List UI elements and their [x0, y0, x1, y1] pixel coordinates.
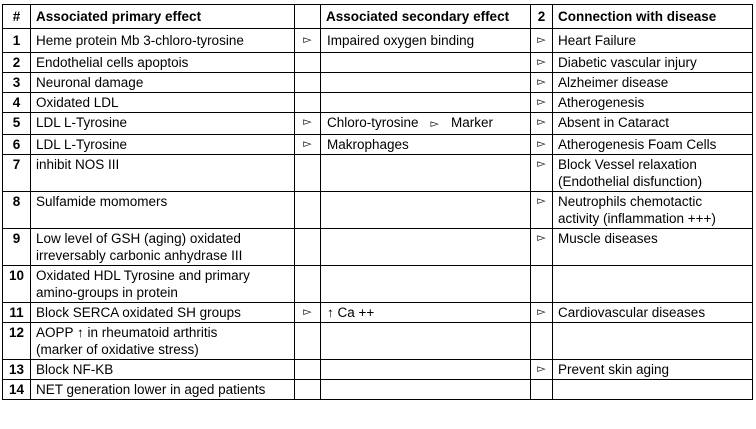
arrow-icon: ▻ — [537, 138, 546, 150]
arrow-secondary-to-disease — [531, 303, 553, 323]
table-row — [3, 192, 753, 229]
row-number — [3, 29, 31, 53]
row-number — [3, 155, 31, 192]
disease-connection-cell — [553, 53, 753, 73]
arrow-icon: ▻ — [537, 158, 546, 170]
disease-connection-text: Muscle diseases — [558, 231, 658, 246]
arrow-icon: ▻ — [430, 118, 440, 130]
secondary-effect-text: Chloro-tyrosine — [327, 115, 419, 130]
secondary-effect-cell — [321, 93, 531, 113]
row-number-text: 3 — [12, 75, 21, 90]
arrow-secondary-to-disease — [531, 155, 553, 192]
disease-connection-cell — [553, 93, 753, 113]
header-arrow-col-1 — [295, 5, 321, 29]
primary-effect-text: irreversably carbonic anhydrase III — [36, 248, 243, 263]
row-number-text: 7 — [12, 157, 21, 172]
secondary-effect-cell — [321, 113, 531, 135]
row-number — [3, 323, 31, 360]
row-number-text: 12 — [8, 325, 25, 340]
arrow-icon: ▻ — [537, 76, 546, 88]
header-secondary: Associated secondary effect — [321, 5, 531, 29]
primary-effect-text: amino-groups in protein — [36, 285, 178, 300]
primary-effect-text: LDL L-Tyrosine — [36, 115, 128, 130]
secondary-effect-cell — [321, 29, 531, 53]
primary-effect-text: Block NF-KB — [36, 362, 114, 377]
secondary-effect-cell — [321, 266, 531, 303]
arrow-icon: ▻ — [537, 34, 546, 46]
arrow-primary-to-secondary — [295, 266, 321, 303]
effects-table — [2, 4, 753, 400]
secondary-effect-text: Impaired oxygen binding — [327, 33, 475, 48]
header-row — [3, 5, 753, 29]
disease-connection-cell — [553, 135, 753, 155]
arrow-secondary-to-disease — [531, 135, 553, 155]
row-number — [3, 192, 31, 229]
arrow-secondary-to-disease — [531, 266, 553, 303]
arrow-secondary-to-disease — [531, 192, 553, 229]
primary-effect-text: Sulfamide momomers — [36, 194, 168, 209]
primary-effect-text: NET generation lower in aged patients — [36, 382, 266, 397]
row-number — [3, 73, 31, 93]
arrow-primary-to-secondary — [295, 380, 321, 400]
disease-connection-cell — [553, 155, 753, 192]
primary-effect-cell — [31, 266, 295, 303]
primary-effect-cell — [31, 93, 295, 113]
arrow-icon: ▻ — [537, 306, 546, 318]
secondary-effect-cell — [321, 192, 531, 229]
disease-connection-cell — [553, 266, 753, 303]
arrow-secondary-to-disease — [531, 53, 553, 73]
row-number — [3, 380, 31, 400]
primary-effect-text: Endothelial cells apoptois — [36, 55, 189, 70]
table-row — [3, 73, 753, 93]
arrow-secondary-to-disease — [531, 73, 553, 93]
primary-effect-text: Neuronal damage — [36, 75, 144, 90]
row-number — [3, 229, 31, 266]
primary-effect-text: Oxidated HDL Tyrosine and primary — [36, 268, 250, 283]
disease-connection-text: (Endothelial disfunction) — [558, 174, 703, 189]
row-number-text: 10 — [8, 268, 25, 283]
arrow-primary-to-secondary — [295, 73, 321, 93]
arrow-icon: ▻ — [537, 195, 546, 207]
row-number-text: 13 — [8, 362, 25, 377]
secondary-effect-cell — [321, 380, 531, 400]
secondary-effect-cell — [321, 53, 531, 73]
primary-effect-text: AOPP ↑ in rheumatoid arthritis — [36, 325, 218, 340]
table-row — [3, 360, 753, 380]
primary-effect-cell — [31, 29, 295, 53]
disease-connection-text: Alzheimer disease — [558, 75, 669, 90]
primary-effect-text: LDL L-Tyrosine — [36, 137, 128, 152]
row-number — [3, 113, 31, 135]
primary-effect-cell — [31, 380, 295, 400]
secondary-effect-text: ↑ Ca ++ — [327, 305, 375, 320]
secondary-effect-cell — [321, 73, 531, 93]
table-row — [3, 135, 753, 155]
row-number — [3, 93, 31, 113]
primary-effect-cell — [31, 303, 295, 323]
header-num: # — [3, 5, 31, 29]
disease-connection-cell — [553, 360, 753, 380]
table-row — [3, 229, 753, 266]
disease-connection-cell — [553, 323, 753, 360]
table-row — [3, 380, 753, 400]
header-primary: Associated primary effect — [31, 5, 295, 29]
primary-effect-text: (marker of oxidative stress) — [36, 342, 199, 357]
row-number — [3, 360, 31, 380]
disease-connection-cell — [553, 29, 753, 53]
arrow-primary-to-secondary — [295, 192, 321, 229]
table-row — [3, 93, 753, 113]
table-row — [3, 53, 753, 73]
arrow-secondary-to-disease — [531, 29, 553, 53]
row-number — [3, 303, 31, 323]
disease-connection-text: Neutrophils chemotactic — [558, 194, 703, 209]
arrow-icon: ▻ — [537, 116, 546, 128]
primary-effect-cell — [31, 53, 295, 73]
arrow-primary-to-secondary — [295, 229, 321, 266]
arrow-icon: ▻ — [537, 232, 546, 244]
disease-connection-text: activity (inflammation +++) — [558, 211, 716, 226]
arrow-secondary-to-disease — [531, 229, 553, 266]
table-row — [3, 155, 753, 192]
primary-effect-cell — [31, 360, 295, 380]
primary-effect-cell — [31, 113, 295, 135]
disease-connection-text: Block Vessel relaxation — [558, 157, 697, 172]
row-number — [3, 53, 31, 73]
arrow-icon: ▻ — [303, 34, 312, 46]
header-arrow-col-2: 2 — [531, 5, 553, 29]
row-number-text: 4 — [12, 95, 21, 110]
table-row — [3, 266, 753, 303]
arrow-secondary-to-disease — [531, 93, 553, 113]
arrow-icon: ▻ — [303, 306, 312, 318]
row-number-text: 6 — [12, 137, 21, 152]
disease-connection-text: Absent in Cataract — [558, 115, 670, 130]
arrow-icon: ▻ — [537, 96, 546, 108]
disease-connection-text: Cardiovascular diseases — [558, 305, 706, 320]
disease-connection-cell — [553, 229, 753, 266]
arrow-secondary-to-disease — [531, 360, 553, 380]
primary-effect-cell — [31, 155, 295, 192]
arrow-secondary-to-disease — [531, 113, 553, 135]
primary-effect-text: Block SERCA oxidated SH groups — [36, 305, 241, 320]
arrow-icon: ▻ — [303, 138, 312, 150]
primary-effect-cell — [31, 135, 295, 155]
secondary-effect-cell — [321, 229, 531, 266]
row-number-text: 14 — [8, 382, 25, 397]
primary-effect-text: inhibit NOS III — [36, 157, 120, 172]
disease-connection-cell — [553, 113, 753, 135]
primary-effect-text: Heme protein Mb 3-chloro-tyrosine — [36, 33, 244, 48]
primary-effect-cell — [31, 229, 295, 266]
primary-effect-text: Low level of GSH (aging) oxidated — [36, 231, 241, 246]
row-number-text: 9 — [12, 231, 21, 246]
arrow-primary-to-secondary — [295, 135, 321, 155]
secondary-effect-text: Makrophages — [327, 137, 409, 152]
primary-effect-cell — [31, 73, 295, 93]
secondary-effect-cell — [321, 303, 531, 323]
row-number — [3, 135, 31, 155]
secondary-effect-cell — [321, 135, 531, 155]
disease-connection-text: Prevent skin aging — [558, 362, 670, 377]
arrow-primary-to-secondary — [295, 113, 321, 135]
disease-connection-text: Atherogenesis Foam Cells — [558, 137, 717, 152]
secondary-effect-cell — [321, 323, 531, 360]
secondary-effect-cell — [321, 155, 531, 192]
disease-connection-text: Diabetic vascular injury — [558, 55, 697, 70]
table-row — [3, 113, 753, 135]
arrow-secondary-to-disease — [531, 380, 553, 400]
disease-connection-text: Atherogenesis — [558, 95, 645, 110]
arrow-icon: ▻ — [537, 56, 546, 68]
secondary-effect-cell — [321, 360, 531, 380]
row-number-text: 1 — [12, 33, 21, 48]
disease-connection-cell — [553, 303, 753, 323]
row-number-text: 8 — [12, 194, 21, 209]
arrow-primary-to-secondary — [295, 303, 321, 323]
primary-effect-text: Oxidated LDL — [36, 95, 119, 110]
table-row — [3, 29, 753, 53]
table-row — [3, 323, 753, 360]
arrow-icon: ▻ — [537, 363, 546, 375]
arrow-primary-to-secondary — [295, 323, 321, 360]
disease-connection-text: Heart Failure — [558, 33, 637, 48]
row-number — [3, 266, 31, 303]
arrow-secondary-to-disease — [531, 323, 553, 360]
secondary-effect-extra: Marker — [451, 115, 494, 130]
row-number-text: 5 — [12, 115, 21, 130]
primary-effect-cell — [31, 323, 295, 360]
row-number-text: 2 — [12, 55, 21, 70]
row-number-text: 11 — [9, 305, 24, 320]
table-body — [3, 29, 753, 400]
disease-connection-cell — [553, 380, 753, 400]
disease-connection-cell — [553, 192, 753, 229]
arrow-icon: ▻ — [303, 116, 312, 128]
primary-effect-cell — [31, 192, 295, 229]
header-disease: Connection with disease — [553, 5, 753, 29]
disease-connection-cell — [553, 73, 753, 93]
arrow-primary-to-secondary — [295, 360, 321, 380]
table-row — [3, 303, 753, 323]
arrow-primary-to-secondary — [295, 93, 321, 113]
arrow-primary-to-secondary — [295, 29, 321, 53]
arrow-primary-to-secondary — [295, 53, 321, 73]
arrow-primary-to-secondary — [295, 155, 321, 192]
